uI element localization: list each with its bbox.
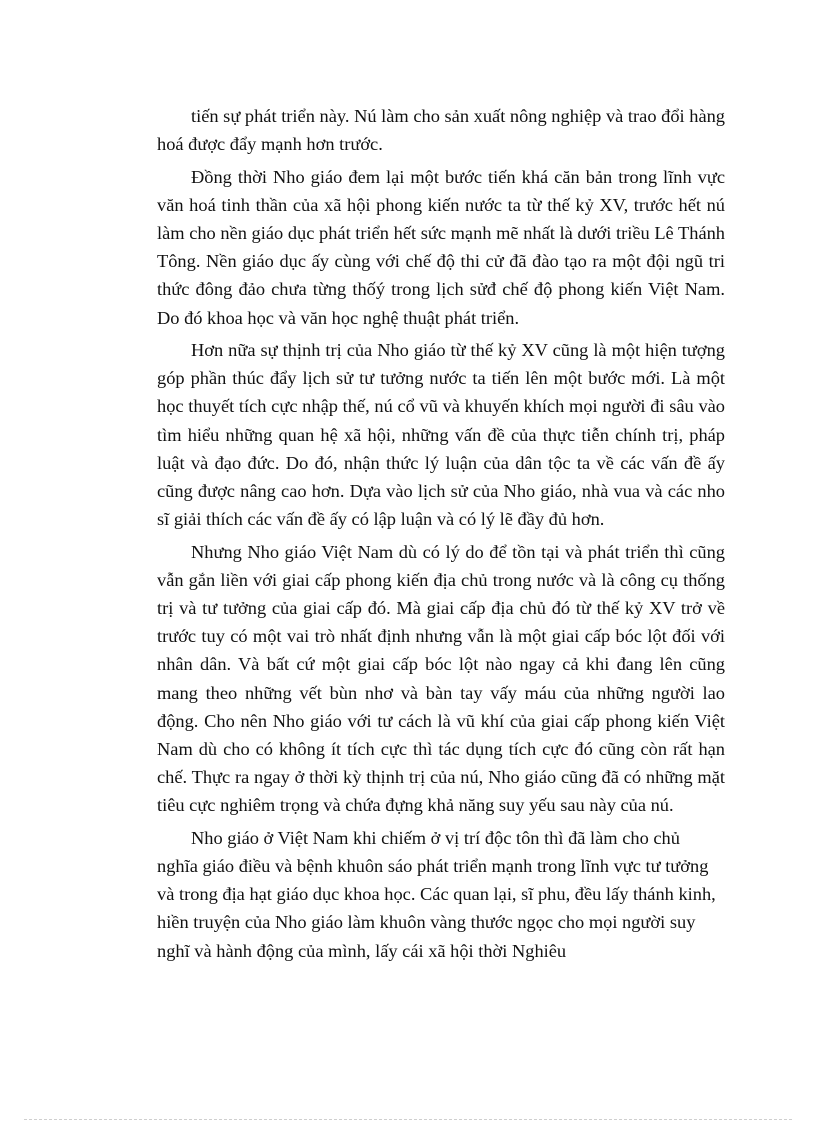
body-text <box>157 102 725 969</box>
paragraph-3: Hơn nữa sự thịnh trị của Nho giáo từ thế kỷ XV cũng là một hiện tượng góp phần thúc đẩy lịch sử tư tưởng nước ta tiến lên một bước mới. Là một học thuyết tích cực nhập thế, nú cổ vũ và khuyến khích mọi người đi sâu vào tìm hiểu những quan hệ xã hội, những vấn đề của thực tiễn chính trị, pháp luật và đạo đức. Do đó, nhận thức lý luận của dân tộc ta về các vấn đề ấy cũng được nâng cao hơn. Dựa vào lịch sử của Nho giáo, nhà vua và các nho sĩ giải thích các vấn đề ấy có lập luận và có lý lẽ đầy đủ hơn. <box>157 340 725 530</box>
page-bottom-divider <box>24 1119 792 1120</box>
paragraph-2: Đồng thời Nho giáo đem lại một bước tiến khá căn bản trong lĩnh vực văn hoá tinh thần của xã hội phong kiến nước ta từ thế kỷ XV, trước hết nú làm cho nền giáo dục phát triển hết sức mạnh mẽ nhất là dưới triều Lê Thánh Tông. Nền giáo dục ấy cùng với chế độ thi cử đã đào tạo ra một đội ngũ tri thức đông đảo chưa từng thốý trong lịch sửđ chế độ phong kiến Việt Nam. Do đó khoa học và văn học nghệ thuật phát triển. <box>157 166 725 328</box>
paragraph-1: tiến sự phát triển này. Nú làm cho sản xuất nông nghiệp và trao đổi hàng hoá được đẩy mạnh hơn trước. <box>157 106 725 155</box>
paragraph-4: Nhưng Nho giáo Việt Nam dù có lý do để tồn tại và phát triển thì cũng vẫn gắn liền với giai cấp phong kiến địa chủ trong nước và là công cụ thống trị và tư tưởng của giai cấp đó. Mà giai cấp địa chủ đó từ thế kỷ XV trở về trước tuy có một vai trò nhất định nhưng vẫn là một giai cấp bóc lột đối với nhân dân. Và bất cứ một giai cấp bóc lột nào ngay cả khi đang lên cũng mang theo những vết bùn nhơ và bàn tay vấy máu của những người lao động. Cho nên Nho giáo với tư cách là vũ khí của giai cấp phong kiến Việt Nam dù cho có không ít tích cực thì tác dụng tích cực đó cũng còn rất hạn chế. Thực ra ngay ở thời kỳ thịnh trị của nú, Nho giáo cũng đã có những mặt tiêu cực nghiêm trọng và chứa đựng khả năng suy yếu sau này của nú. <box>157 541 725 816</box>
paragraph-5: Nho giáo ở Việt Nam khi chiếm ở vị trí độc tôn thì đã làm cho chủ nghĩa giáo điều và bệnh khuôn sáo phát triển mạnh trong lĩnh vực tư tưởng và trong địa hạt giáo dục khoa học. Các quan lại, sĩ phu, đều lấy thánh kinh, hiền truyện của Nho giáo làm khuôn vàng thước ngọc cho mọi người suy nghĩ và hành động của mình, lấy cái xã hội thời Nghiêu <box>157 827 716 961</box>
